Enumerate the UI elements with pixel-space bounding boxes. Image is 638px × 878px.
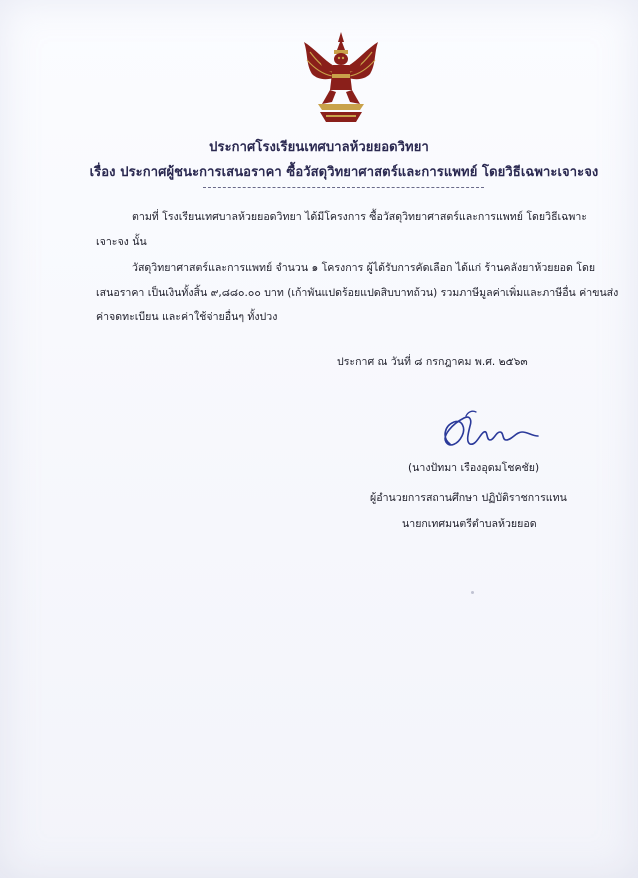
signer-position: ผู้อำนวยการสถานศึกษา ปฏิบัติราชการแทน (370, 492, 567, 504)
paragraph-1-line-1: ตามที่ โรงเรียนเทศบาลห้วยยอดวิทยา ได้มีโครงการ ซื้อวัสดุวิทยาศาสตร์และการแพทย์ โดยวิธีเฉพาะ (132, 211, 587, 223)
announcement-date: ประกาศ ณ วันที่ ๘ กรกฎาคม พ.ศ. ๒๕๖๓ (337, 356, 528, 368)
paper-speck (471, 591, 474, 594)
paragraph-2-line-1: วัสดุวิทยาศาสตร์และการแพทย์ จำนวน ๑ โครงการ ผู้ได้รับการคัดเลือก ได้แก่ ร้านคลังยาห้วยยอด โดย (132, 262, 596, 274)
paragraph-2-line-3: ค่าจดทะเบียน และค่าใช้จ่ายอื่นๆ ทั้งปวง (96, 311, 278, 323)
signature (436, 408, 546, 458)
garuda-emblem-icon (296, 30, 386, 124)
divider (203, 187, 484, 188)
signer-name: (นางปัทมา เรืองอุดมโชคชัย) (408, 462, 540, 474)
paragraph-2-line-2: เสนอราคา เป็นเงินทั้งสิ้น ๙,๘๘๐.๐๐ บาท (เก้าพันแปดร้อยแปดสิบบาทถ้วน) รวมภาษีมูลค่าเพิ่มและภาษีอื่น ค่าขนส่ง (96, 287, 619, 299)
announcement-title: ประกาศโรงเรียนเทศบาลห้วยยอดวิทยา (209, 140, 429, 155)
announcement-subject: เรื่อง ประกาศผู้ชนะการเสนอราคา ซื้อวัสดุวิทยาศาสตร์และการแพทย์ โดยวิธีเฉพาะเจาะจง (89, 165, 599, 180)
paragraph-1-line-2: เจาะจง นั้น (96, 236, 147, 248)
signer-acting-position: นายกเทศมนตรีตำบลห้วยยอด (402, 518, 537, 530)
